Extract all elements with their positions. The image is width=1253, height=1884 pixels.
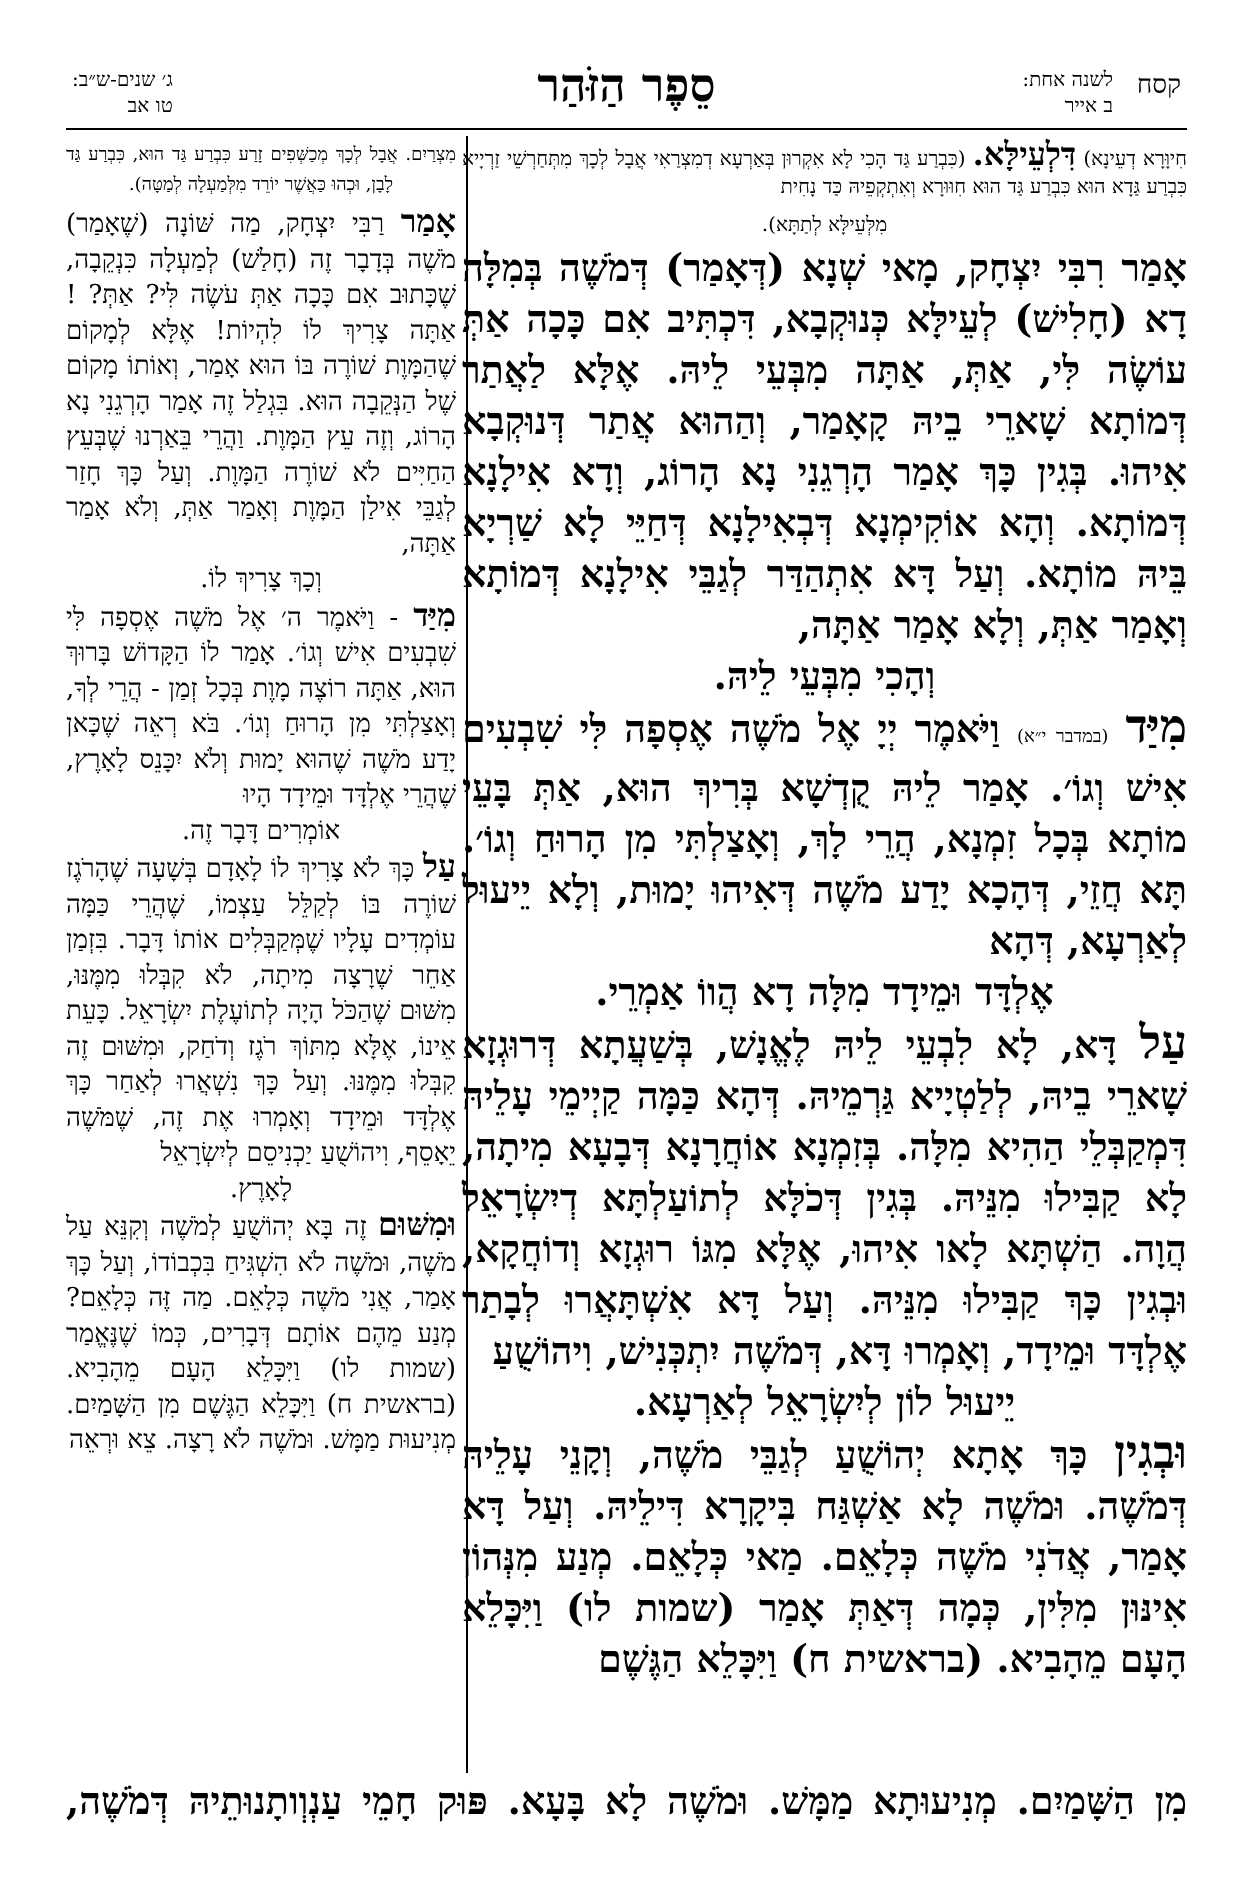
paragraph-text: וַיֹּאמֶר יְיָ אֶל מֹשֶׁה אֶסְפָה לִּי שִׁבְעִים אִישׁ וְגוֹ׳. אָמַר לֵיהּ קֻדְשָׁא בְּרִיךְ הוּא, אַתְּ בָּעֵי מוֹתָא בְּכָל זִמְנָא, הֲרֵי לָךְ, וְאָצַלְתִּי מִן הָרוּחַ וְגוֹ׳. תָּא חֲזֵי, דְּהָכָא יָדַע מֹשֶׁה דְּאִיהוּ יָמוּת, וְלָא יֵיעוּל לְאַרְעָא, דְּהָא xyxy=(462,706,1187,963)
hebrew-paragraph xyxy=(66,595,456,814)
aramaic-note xyxy=(462,135,1188,200)
header-divider xyxy=(66,128,1187,130)
paragraph-opening-word: מִיַּד xyxy=(413,595,456,634)
paragraph-text: רַבִּי יִצְחָק, מַה שּׁוֹנָה (שֶׁאָמַר) מֹשֶׁה בְּדָבָר זֶה (חָלַשׁ) לְמַעְלָה כִּנְקֵבָה, שֶׁכָּתוּב אִם כָּכָה אַתְּ עֹשֶׂה לִּי? אַתְּ? ! אַתָּה צָרִיךְ לוֹ לִהְיוֹת! אֶלָּא לְמָקוֹם שֶׁהַמָּוֶת שׁוֹרֶה בּוֹ הוּא אָמַר, וְאוֹתוֹ מָקוֹם שֶׁל הַנְּקֵבָה הוּא. בִּגְלַל זֶה אָמַר הָרְגֵנִי נָא הָרוֹג, וְזֶה עֵץ הַמָּוֶת. וַהֲרֵי בֵּאַרְנוּ שֶׁבְּעֵץ הַחַיִּים לֹא שׁוֹרֶה הַמָּוֶת. וְעַל כָּךְ חָזַר לְגַבֵּי אִילַן הַמָּוֶת וְאָמַר אַתְּ, וְלֹא אָמַר אַתָּה, xyxy=(66,209,456,559)
schedule-label: לשנה אחת: xyxy=(1022,67,1113,91)
aramaic-paragraph xyxy=(462,242,1187,650)
paragraph-last-line: אוֹמְרִים דָּבָר זֶה. xyxy=(181,815,341,846)
paragraph-last-line: אֶלְדָּד וּמֵידָד מִלָּה דָא הֲווֹ אַמְרֵי. xyxy=(595,969,1054,1014)
paragraph-text: אָמַר רִבִּי יִצְחָק, מָאי שְׁנָא (דְּאָמַר) דְּמֹשֶׁה בְּמִלָּה דָא (חָלִישׁ) לְעֵילָּא כְּנוּקְבָא, דִּכְתִּיב אִם כָּכָה אַתְּ עוֹשֶׂה לִּי, אַתְּ, אַתָּה מִבְּעֵי לֵיהּ. אֶלָּא לַאֲתַר דְּמוֹתָא שָׁארֵי בֵיהּ קָאָמַר, וְהַהוּא אֲתַר דְּנוּקְבָא אִיהוּ. בְּגִין כָּךְ אָמַר הָרְגֵנִי נָא הָרוֹג, וְדָא אִילָנָא דְּמוֹתָא. וְהָא אוֹקִימְנָא דְּבְאִילָנָא דְּחַיֵּי לָא שַׁרְיָא בֵּיהּ מוֹתָא. וְעַל דָּא אִתְהַדַּר לְגַבֵּי אִילָנָא דְּמוֹתָא וְאָמַר אַתְּ, וְלָא אָמַר אַתָּה, xyxy=(462,245,1187,647)
column-divider xyxy=(466,136,468,1773)
note-heading: דִּלְעֵילָּא. xyxy=(972,135,1077,173)
paragraph-text: - וַיֹּאמֶר ה׳ אֶל מֹשֶׁה אֶסְפָה לִּי שִׁבְעִים אִישׁ וְגוֹ׳. אָמַר לוֹ הַקָּדוֹשׁ בָּרוּךְ הוּא, אַתָּה רוֹצֶה מָוֶת בְּכָל זְמַן - הֲרֵי לְךָ, וְאָצַלְתִּי מִן הָרוּחַ וְגוֹ׳. בֹּא רְאֵה שֶׁכָּאן יָדַע מֹשֶׁה שֶׁהוּא יָמוּת וְלֹא יִכָּנֵס לָאָרֶץ, שֶׁהֲרֵי אֶלְדָּד וּמֵידָד הָיוּ xyxy=(66,602,456,810)
note-prefix: חִיוָּרָא דְעֵינָא) xyxy=(1083,146,1188,170)
paragraph-text: כָּךְ אָתָא יְהוֹשֻׁעַ לְגַבֵּי מֹשֶׁה, וְקָנֵי עָלֵיהּ דְּמֹשֶׁה. וּמֹשֶׁה לָא אַשְׁגַּח בִּיקָרָא דִּילֵיהּ. וְעַל דָּא אָמַר, אֲדֹנִי מֹשֶׁה כְּלָאֵם. מַאי כְּלָאֵם. מְנַע מִנְּהוֹן אִינּוּן מִלִּין, כְּמָה דְּאַתְּ אָמַר (שמות לו) וַיִּכָּלֵא הָעָם מֵהָבִיא. (בראשית ח) וַיִּכָּלֵא הַגֶּשֶׁם xyxy=(462,1432,1187,1681)
page-number: קסח xyxy=(1136,70,1181,100)
hebrew-paragraph xyxy=(66,204,456,562)
paragraph-last-line: יֵיעוּל לוֹן לְיִשְׂרָאֵל לְאַרְעָא. xyxy=(633,1379,1016,1424)
paragraph-opening-word: וּמִשּׁוּם xyxy=(378,1205,457,1243)
study-schedule-three-year xyxy=(72,66,173,118)
aramaic-column xyxy=(462,135,1188,1684)
paragraph-last-line: וְכָךְ צָרִיךְ לוֹ. xyxy=(200,564,322,594)
paragraph-text: דָּא, לָא לִבְעֵי לֵיהּ לֶאֱנָשׁ, בְּשַׁעֲתָא דְּרוּגְזָא שָׁארֵי בֵיהּ, לְלַטְיָיא גַּרְמֵיהּ. דְּהָא כַּמָּה קַיְימֵי עָלֵיהּ דִּמְקַבְּלֵי הַהִיא מִלָּה. בְּזִמְנָא אוֹחֲרָנָא דְּבָעָא מִיתָה, לָא קַבִּילוּ מִנֵּיהּ. בְּגִין דְּכֹלָּא לְתוֹעַלְתָּא דְיִשְׂרָאֵל הֲוָה. הַשְׁתָּא לָאו אִיהוּ, אֶלָּא מִגּוֹ רוּגְזָא וְדוֹחֲקָא, וּבְגִין כָּךְ קַבִּילוּ מִנֵּיהּ. וְעַל דָּא אִשְׁתָּאֲרוּ לְבָתַר אֶלְדָּד וּמֵידָד, וְאָמְרוּ דָּא, דְּמֹשֶׁה יִתְכְּנִישׁ, וִיהוֹשֻׁעַ xyxy=(462,1022,1187,1373)
paragraph-last-line: לָאָרֶץ. xyxy=(229,1173,293,1204)
schedule-date: ב אייר xyxy=(1064,93,1113,117)
paragraph-opening-word: אָמַר xyxy=(400,202,456,240)
bottom-continuation-line: מִן הַשָּׁמַיִם. מְנִיעוּתָא מַמָּשׁ. וּמֹשֶׁה לָא בָּעָא. פּוּק חָמֵי עַנְוְותָנוּתֵיהּ דְּמֹשֶׁה, xyxy=(66,1778,1187,1823)
aramaic-paragraph xyxy=(462,1427,1187,1684)
paragraph-opening-word: מִיַּד xyxy=(1125,699,1187,753)
translation-intro: מִצְרַיִם. אֲבָל לְכָךְ מְכַשְּׁפִים זָרַע כִּבְרַע גַּד הוּא, כִּבְרַע גַּד לָבָן, וּכְהוּ כַּאֲשֶׁר יוֹרֵד מִלְּמַעְלָה לְמַטָּה). xyxy=(66,144,456,195)
page-title: סֵפֶר הַזֹּהַר xyxy=(537,58,716,112)
note-end: מִלְּעֵילָּא לְתַתָּא). xyxy=(761,212,888,236)
aramaic-paragraph xyxy=(462,701,1187,966)
note-body: (כִּבְרַע גַּד הָכִי לָא אִקְרוּן בְּאַרְעָא דְמִצְרַאִי אֲבָל לְכָךְ מִתְּחַרְשֵׁי זַרְיָיא כִּבְרַע גַּדָא הוּא כִּבְרַע גַּד הוּא חִוּוּרָא וְאִתְקְפֵיהּ כַּד נָחִית xyxy=(462,146,1187,198)
paragraph-last-line: וְהָכִי מִבְּעֵי לֵיהּ. xyxy=(713,653,936,698)
paragraph-opening-word: עַל xyxy=(422,847,456,885)
schedule-date: טו אב xyxy=(127,93,173,117)
verse-reference: (במדבר י״א) xyxy=(1016,726,1109,747)
hebrew-text xyxy=(66,204,456,1459)
hebrew-paragraph xyxy=(66,1207,456,1459)
paragraph-opening-word: וּבְגִין xyxy=(1114,1425,1188,1479)
hebrew-translation-column xyxy=(66,140,456,1459)
aramaic-text xyxy=(462,242,1187,1684)
paragraph-text: כָּךְ לֹא צָרִיךְ לוֹ לָאָדָם בְּשָׁעָה שֶׁהָרֹגֶז שׁוֹרֶה בּוֹ לְקַלֵּל עַצְמוֹ, שֶׁהֲרֵי כַּמָּה עוֹמְדִים עָלָיו שֶׁמְּקַבְּלִים אוֹתוֹ דָּבָר. בִּזְמַן אַחֵר שֶׁרָצָה מִיתָה, לֹא קִבְּלוּ מִמֶּנּוּ, מִשּׁוּם שֶׁהַכֹּל הָיָה לְתוֹעֶלֶת יִשְׂרָאֵל. כָּעֵת אֵינוֹ, אֶלָּא מִתּוֹךְ רֹגֶז וְדֹחַק, וּמִשּׁוּם זֶה קִבְּלוּ מִמֶּנּוּ. וְעַל כָּךְ נִשְׁאֲרוּ לְאַחַר כָּךְ אֶלְדָּד וּמֵידָד וְאָמְרוּ אֶת זֶה, שֶׁמֹּשֶׁה יֵאָסֵף, וִיהוֹשֻׁעַ יַכְנִיסֵם לְיִשְׂרָאֵל xyxy=(66,854,456,1168)
aramaic-paragraph xyxy=(462,1017,1187,1376)
schedule-label: ג׳ שנים-ש״ב: xyxy=(72,67,173,91)
paragraph-text: זֶה בָּא יְהוֹשֻׁעַ לְמֹשֶׁה וְקִנֵּא עַל מֹשֶׁה, וּמֹשֶׁה לֹא הִשְׁגִּיחַ בִּכְבוֹדוֹ, וְעַל כָּךְ אָמַר, אֲנִי מֹשֶׁה כְּלָאֵם. מַה זֶּה כְּלָאֵם? מְנַע מֵהֶם אוֹתָם דְּבָרִים, כְּמוֹ שֶׁנֶּאֱמַר (שמות לו) וַיִּכָּלֵא הָעָם מֵהָבִיא. (בראשית ח) וַיִּכָּלֵא הַגֶּשֶׁם מִן הַשָּׁמַיִם. מְנִיעוּת מַמָּשׁ. וּמֹשֶׁה לֹא רָצָה. צֵא וּרְאֵה xyxy=(66,1212,456,1455)
hebrew-paragraph xyxy=(66,849,456,1172)
paragraph-opening-word: עַל xyxy=(1139,1015,1187,1069)
